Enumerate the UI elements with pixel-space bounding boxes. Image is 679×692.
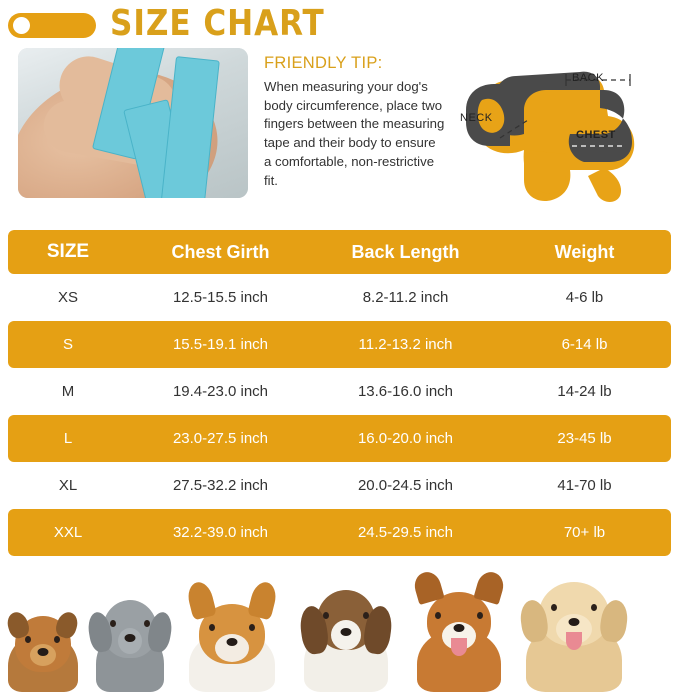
table-header-row xyxy=(8,230,671,274)
cell-size: S xyxy=(62,336,73,353)
cell-weight: 70+ lb xyxy=(563,524,606,541)
cell-back: 11.2-13.2 inch xyxy=(358,336,453,353)
cell-back: 13.6-16.0 inch xyxy=(357,383,454,400)
column-header-chest: Chest Girth xyxy=(171,241,270,262)
table-row xyxy=(8,509,671,556)
dog-photo-beagle xyxy=(289,566,403,692)
column-header-size: SIZE xyxy=(46,241,90,262)
measuring-photo xyxy=(18,48,248,198)
cell-size: XS xyxy=(57,289,78,306)
tip-body: When measuring your dog's body circumference, place two fingers between the measuring tape and their body to ensure a comfortable, non-restrictive fit. xyxy=(264,79,445,188)
cell-chest: 32.2-39.0 inch xyxy=(172,524,269,541)
cell-size: M xyxy=(61,383,75,400)
cell-weight: 23-45 lb xyxy=(557,430,612,447)
info-section xyxy=(0,44,679,226)
cell-weight: 14-24 lb xyxy=(557,383,612,400)
size-chart-table xyxy=(8,230,671,556)
friendly-tip xyxy=(248,48,454,218)
cell-weight: 41-70 lb xyxy=(557,477,612,494)
label-back: BACK xyxy=(572,72,604,84)
cell-back: 16.0-20.0 inch xyxy=(357,430,454,447)
cell-size: XXL xyxy=(53,524,83,541)
cell-weight: 6-14 lb xyxy=(561,336,608,353)
cell-weight: 4-6 lb xyxy=(565,289,604,306)
toggle-knob xyxy=(13,17,30,34)
page-header xyxy=(0,0,679,44)
cell-chest: 19.4-23.0 inch xyxy=(172,383,269,400)
harness-diagram xyxy=(454,50,669,210)
label-chest: CHEST xyxy=(576,129,616,141)
cell-chest: 12.5-15.5 inch xyxy=(172,289,269,306)
cell-back: 20.0-24.5 inch xyxy=(357,477,454,494)
cell-chest: 27.5-32.2 inch xyxy=(172,477,269,494)
cell-back: 24.5-29.5 inch xyxy=(357,524,454,541)
page-title: SIZE CHART xyxy=(110,3,325,44)
column-header-back: Back Length xyxy=(351,241,460,262)
cell-size: XL xyxy=(58,477,78,494)
table-row xyxy=(8,415,671,462)
table-row xyxy=(8,321,671,368)
dog-breed-strip xyxy=(0,560,679,692)
dog-photo-yorkshire-terrier xyxy=(0,588,85,692)
dog-photo-poodle xyxy=(85,570,175,692)
cell-chest: 23.0-27.5 inch xyxy=(172,430,269,447)
table-row xyxy=(8,274,671,321)
toggle-icon xyxy=(8,13,96,38)
tip-title: FRIENDLY TIP: xyxy=(264,54,383,72)
label-neck: NECK xyxy=(460,112,493,124)
dog-photo-corgi xyxy=(175,578,289,692)
dog-photo-shiba-inu xyxy=(403,566,515,692)
dog-photo-golden-retriever xyxy=(515,560,633,692)
cell-size: L xyxy=(63,430,73,447)
cell-chest: 15.5-19.1 inch xyxy=(172,336,269,353)
column-header-weight: Weight xyxy=(554,241,615,262)
cell-back: 8.2-11.2 inch xyxy=(362,289,449,306)
table-row xyxy=(8,462,671,509)
table-row xyxy=(8,368,671,415)
